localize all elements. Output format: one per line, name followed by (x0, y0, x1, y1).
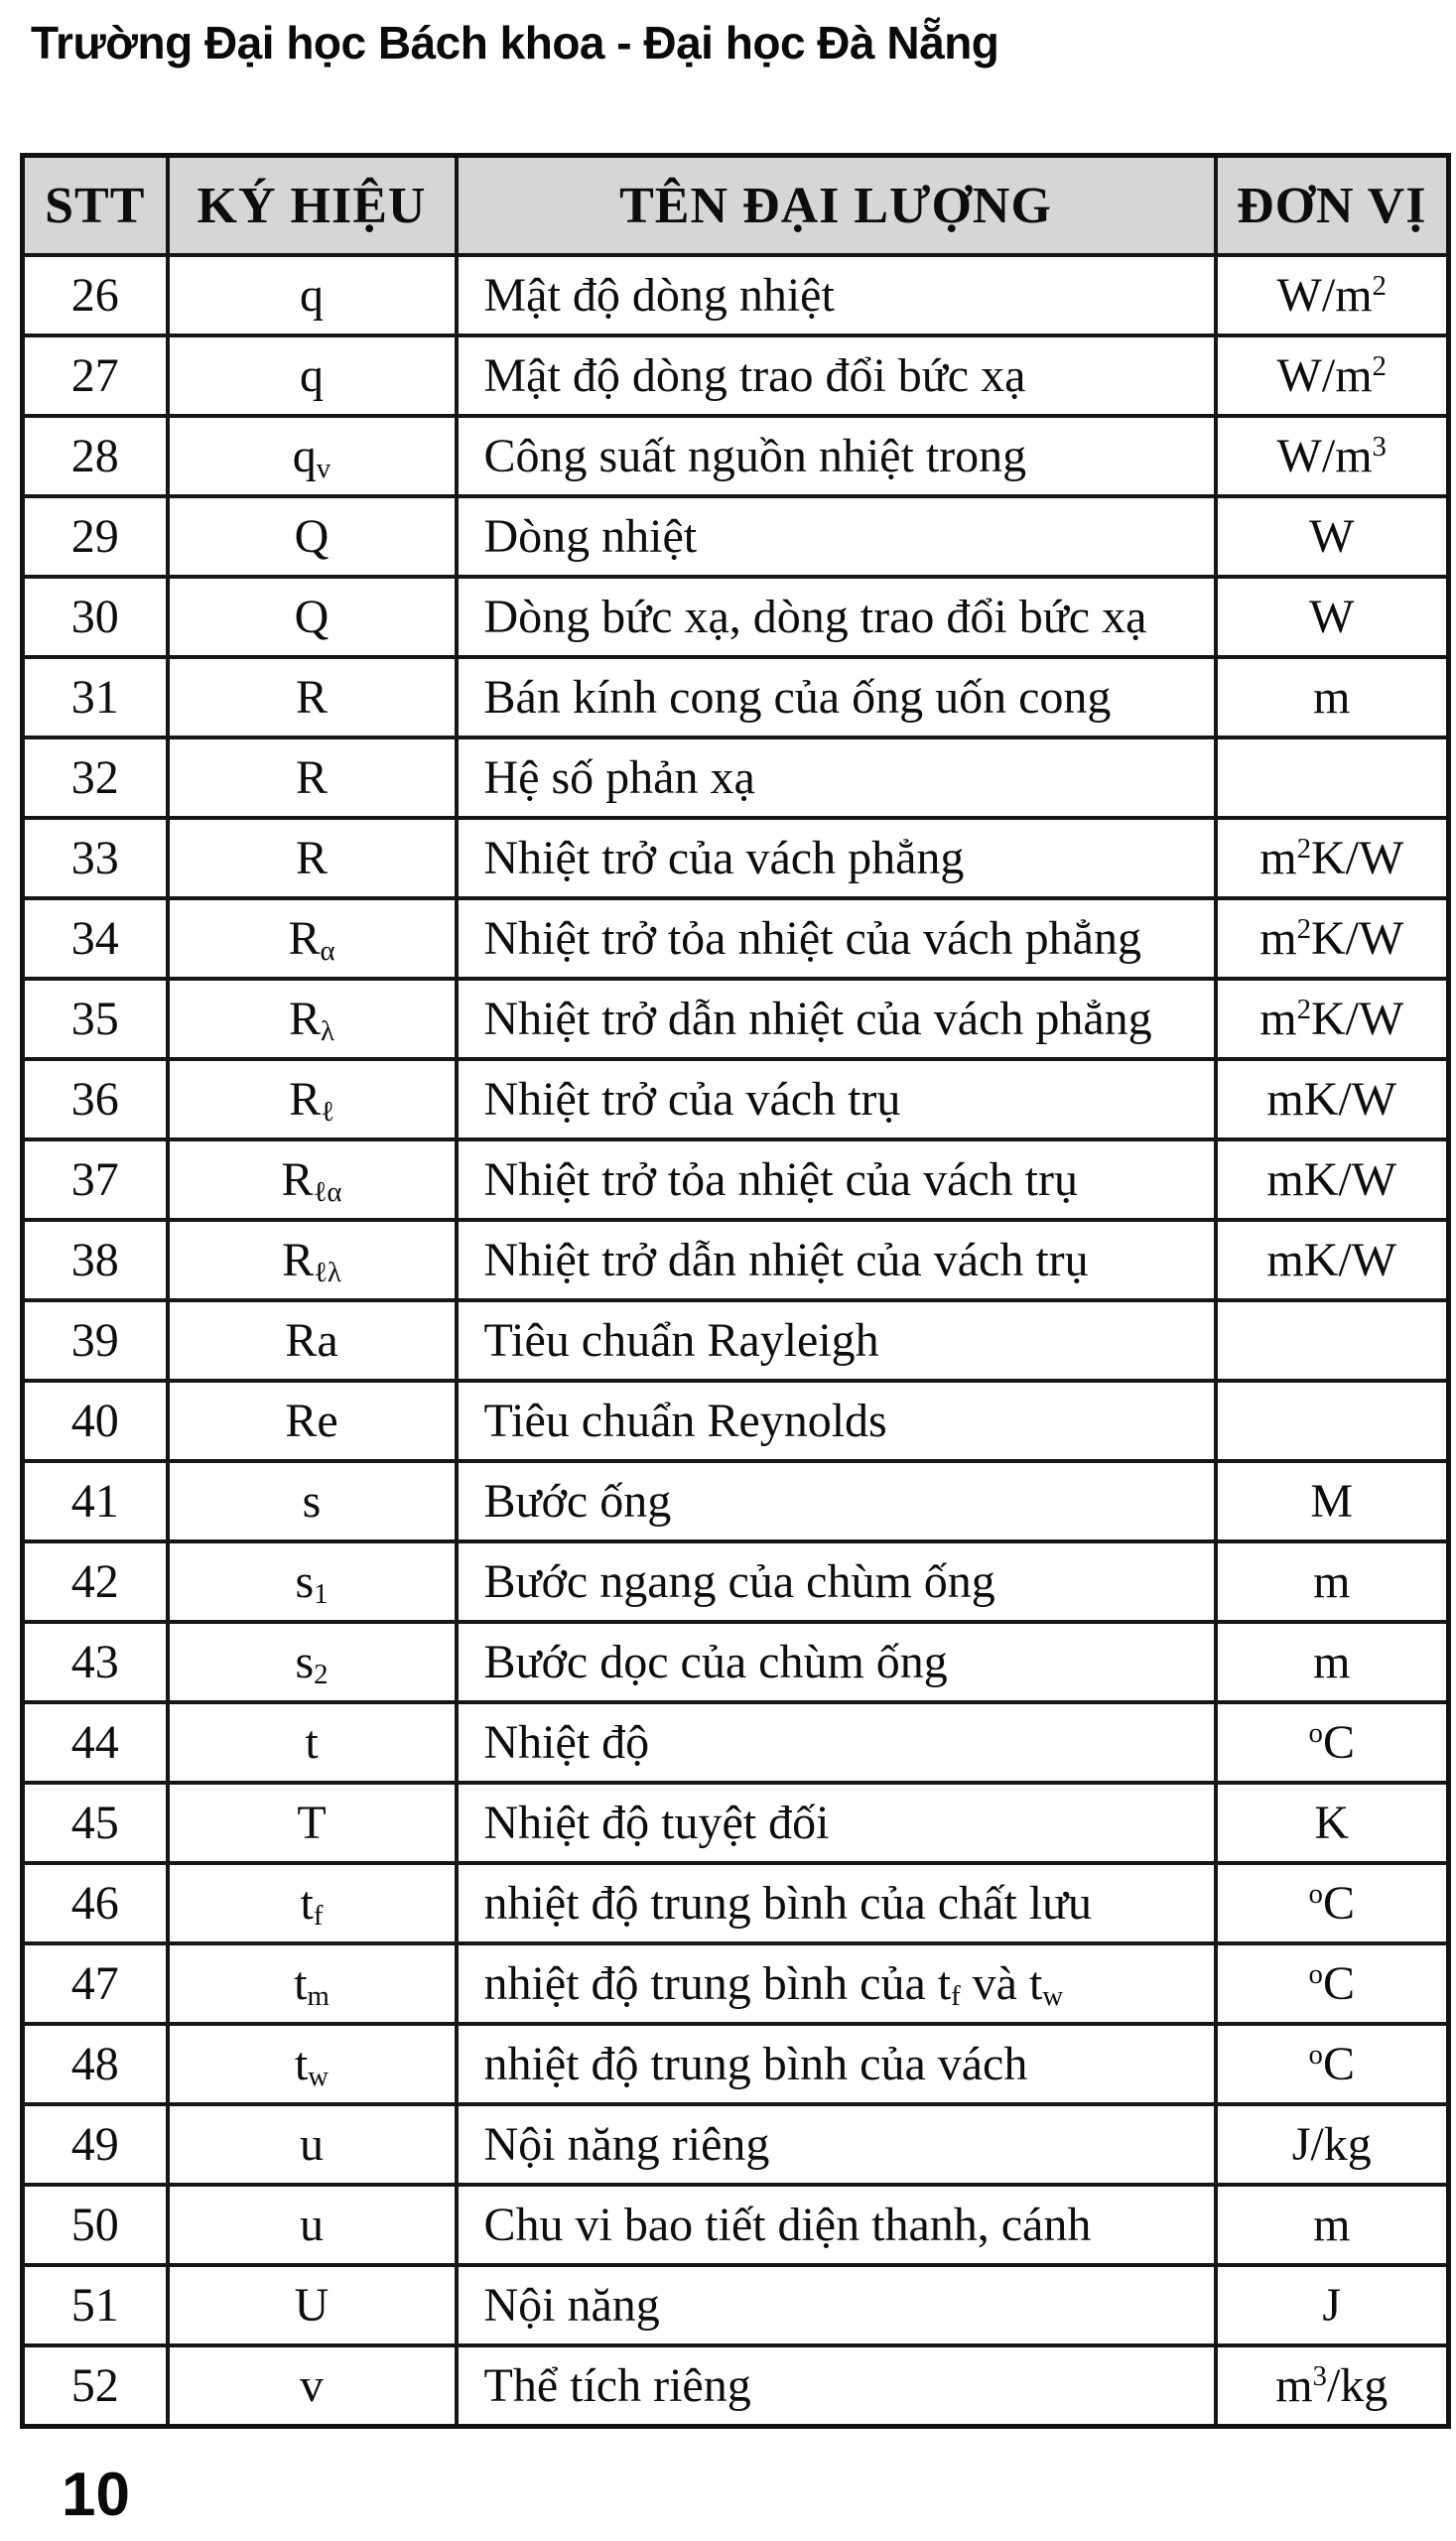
cell-unit: m (1216, 1541, 1449, 1622)
cell-symbol: Re (168, 1381, 457, 1461)
table-row (23, 2345, 1449, 2427)
cell-symbol: R (168, 818, 457, 898)
table-row (23, 496, 1449, 577)
cell-stt: 35 (23, 979, 168, 1059)
cell-unit: J/kg (1216, 2104, 1449, 2185)
header-symbol: KÝ HIỆU (168, 156, 457, 256)
cell-stt: 38 (23, 1220, 168, 1300)
cell-symbol: $R_\alpha$ (168, 898, 457, 979)
cell-unit: $W/m^2$ (1216, 255, 1449, 335)
table-header (23, 156, 1449, 256)
cell-symbol: $t_m$ (168, 1943, 457, 2024)
cell-name: Mật độ dòng trao đổi bức xạ (457, 335, 1216, 416)
cell-symbol: Q (168, 577, 457, 657)
cell-stt: 49 (23, 2104, 168, 2185)
cell-stt: 36 (23, 1059, 168, 1139)
cell-name: Bước dọc của chùm ống (457, 1622, 1216, 1702)
cell-stt: 29 (23, 496, 168, 577)
cell-symbol: U (168, 2265, 457, 2345)
cell-unit: $^o$C (1216, 2024, 1449, 2104)
cell-name: Nhiệt trở tỏa nhiệt của vách phẳng (457, 898, 1216, 979)
cell-name: Chu vi bao tiết diện thanh, cánh (457, 2185, 1216, 2265)
cell-name: Mật độ dòng nhiệt (457, 255, 1216, 335)
cell-stt: 32 (23, 737, 168, 818)
cell-symbol: $s_1$ (168, 1541, 457, 1622)
cell-symbol: $t_w$ (168, 2024, 457, 2104)
page-number: 10 (62, 2461, 130, 2529)
cell-unit: mK/W (1216, 1220, 1449, 1300)
cell-stt: 51 (23, 2265, 168, 2345)
table-row (23, 1381, 1449, 1461)
cell-name: Bước ống (457, 1461, 1216, 1541)
table-row (23, 335, 1449, 416)
cell-unit: mK/W (1216, 1059, 1449, 1139)
cell-symbol: u (168, 2104, 457, 2185)
cell-stt: 48 (23, 2024, 168, 2104)
cell-name: Nhiệt độ tuyệt đối (457, 1783, 1216, 1863)
cell-stt: 42 (23, 1541, 168, 1622)
cell-unit: m (1216, 1622, 1449, 1702)
cell-unit: mK/W (1216, 1139, 1449, 1220)
cell-name: Nội năng riêng (457, 2104, 1216, 2185)
cell-stt: 39 (23, 1300, 168, 1381)
cell-name: Nhiệt trở dẫn nhiệt của vách trụ (457, 1220, 1216, 1300)
cell-symbol: $q_v$ (168, 416, 457, 496)
cell-name: Bán kính cong của ống uốn cong (457, 657, 1216, 737)
cell-stt: 44 (23, 1702, 168, 1783)
cell-stt: 40 (23, 1381, 168, 1461)
cell-symbol: q (168, 335, 457, 416)
table-row (23, 737, 1449, 818)
cell-name: Nhiệt trở tỏa nhiệt của vách trụ (457, 1139, 1216, 1220)
table-row (23, 1461, 1449, 1541)
cell-symbol: $s_2$ (168, 1622, 457, 1702)
table-row (23, 2024, 1449, 2104)
cell-unit: m (1216, 2185, 1449, 2265)
cell-stt: 46 (23, 1863, 168, 1943)
cell-stt: 30 (23, 577, 168, 657)
table-row (23, 1541, 1449, 1622)
cell-symbol: R (168, 737, 457, 818)
cell-symbol: u (168, 2185, 457, 2265)
table-row (23, 2185, 1449, 2265)
header-unit: ĐƠN VỊ (1216, 156, 1449, 256)
page-title: Trường Đại học Bách khoa - Đại học Đà Nẵng (31, 17, 999, 68)
cell-unit: $m^2K/W$ (1216, 898, 1449, 979)
table-row (23, 1220, 1449, 1300)
cell-stt: 27 (23, 335, 168, 416)
table-row (23, 1863, 1449, 1943)
cell-symbol: $R_{\ell\alpha}$ (168, 1139, 457, 1220)
cell-stt: 43 (23, 1622, 168, 1702)
cell-name: Tiêu chuẩn Reynolds (457, 1381, 1216, 1461)
cell-symbol: $R_\lambda$ (168, 979, 457, 1059)
cell-unit: K (1216, 1783, 1449, 1863)
cell-stt: 26 (23, 255, 168, 335)
cell-symbol: v (168, 2345, 457, 2427)
cell-stt: 52 (23, 2345, 168, 2427)
table-row (23, 1139, 1449, 1220)
cell-name: Hệ số phản xạ (457, 737, 1216, 818)
cell-name: Nhiệt độ (457, 1702, 1216, 1783)
cell-name: Nhiệt trở dẫn nhiệt của vách phẳng (457, 979, 1216, 1059)
cell-name: Công suất nguồn nhiệt trong (457, 416, 1216, 496)
table-row (23, 1943, 1449, 2024)
cell-name: Nội năng (457, 2265, 1216, 2345)
cell-unit: $W/m^2$ (1216, 335, 1449, 416)
cell-symbol: Q (168, 496, 457, 577)
table-row (23, 1702, 1449, 1783)
cell-stt: 47 (23, 1943, 168, 2024)
cell-name: Nhiệt trở của vách phẳng (457, 818, 1216, 898)
cell-symbol: $R_{\ell\lambda}$ (168, 1220, 457, 1300)
table-row (23, 979, 1449, 1059)
cell-name: Nhiệt trở của vách trụ (457, 1059, 1216, 1139)
cell-unit: $W/m^3$ (1216, 416, 1449, 496)
cell-unit: $m^2K/W$ (1216, 979, 1449, 1059)
cell-symbol: t (168, 1702, 457, 1783)
cell-unit: W (1216, 577, 1449, 657)
cell-unit: J (1216, 2265, 1449, 2345)
cell-stt: 41 (23, 1461, 168, 1541)
symbols-table (20, 153, 1451, 2429)
cell-stt: 37 (23, 1139, 168, 1220)
cell-unit: $^o$C (1216, 1863, 1449, 1943)
header-stt: STT (23, 156, 168, 256)
cell-unit: $^o$C (1216, 1943, 1449, 2024)
table-row (23, 577, 1449, 657)
table-row (23, 898, 1449, 979)
table-row (23, 657, 1449, 737)
table-body (23, 255, 1449, 2427)
table-row (23, 1300, 1449, 1381)
cell-unit: $m^3/kg$ (1216, 2345, 1449, 2427)
table-row (23, 2104, 1449, 2185)
cell-name: Tiêu chuẩn Rayleigh (457, 1300, 1216, 1381)
cell-symbol: R (168, 657, 457, 737)
header-name: TÊN ĐẠI LƯỢNG (457, 156, 1216, 256)
cell-symbol: $t_f$ (168, 1863, 457, 1943)
cell-name: nhiệt độ trung bình của chất lưu (457, 1863, 1216, 1943)
cell-unit: $m^2K/W$ (1216, 818, 1449, 898)
cell-stt: 50 (23, 2185, 168, 2265)
cell-symbol: $R_\ell$ (168, 1059, 457, 1139)
table-row (23, 1622, 1449, 1702)
cell-name: Dòng bức xạ, dòng trao đổi bức xạ (457, 577, 1216, 657)
table-row (23, 255, 1449, 335)
cell-symbol: Ra (168, 1300, 457, 1381)
header-row (23, 156, 1449, 256)
cell-unit: M (1216, 1461, 1449, 1541)
cell-stt: 28 (23, 416, 168, 496)
table-row (23, 818, 1449, 898)
cell-stt: 31 (23, 657, 168, 737)
cell-symbol: T (168, 1783, 457, 1863)
cell-symbol: q (168, 255, 457, 335)
cell-unit (1216, 1300, 1449, 1381)
cell-name: Dòng nhiệt (457, 496, 1216, 577)
cell-unit: $^o$C (1216, 1702, 1449, 1783)
cell-unit: W (1216, 496, 1449, 577)
cell-stt: 33 (23, 818, 168, 898)
cell-stt: 34 (23, 898, 168, 979)
table-row (23, 416, 1449, 496)
table-row (23, 1783, 1449, 1863)
cell-symbol: s (168, 1461, 457, 1541)
cell-unit (1216, 1381, 1449, 1461)
cell-name: Bước ngang của chùm ống (457, 1541, 1216, 1622)
cell-unit: m (1216, 657, 1449, 737)
cell-name: nhiệt độ trung bình của vách (457, 2024, 1216, 2104)
table-row (23, 1059, 1449, 1139)
table-row (23, 2265, 1449, 2345)
cell-unit (1216, 737, 1449, 818)
cell-stt: 45 (23, 1783, 168, 1863)
cell-name: Thể tích riêng (457, 2345, 1216, 2427)
cell-name: nhiệt độ trung bình của $t_f$ và $t_w$ (457, 1943, 1216, 2024)
